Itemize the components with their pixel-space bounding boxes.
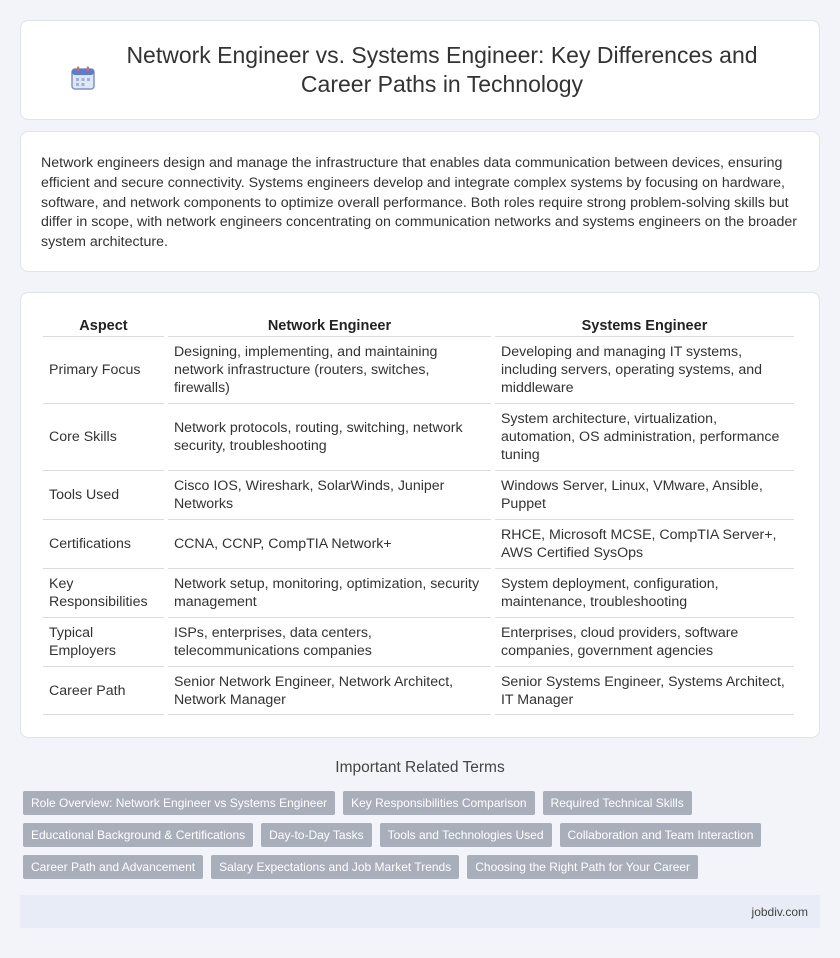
intro-card xyxy=(20,131,820,272)
comparison-card xyxy=(20,292,820,738)
related-tag[interactable]: Salary Expectations and Job Market Trends xyxy=(211,855,459,879)
aspect-cell: Certifications xyxy=(43,520,166,569)
aspect-cell: Key Responsibilities xyxy=(43,569,166,618)
systems-cell: Developing and managing IT systems, including servers, operating systems, and middleware xyxy=(493,337,796,404)
related-tag[interactable]: Career Path and Advancement xyxy=(23,855,203,879)
table-row xyxy=(43,618,796,667)
related-tag[interactable]: Day-to-Day Tasks xyxy=(261,823,371,847)
related-tag[interactable]: Key Responsibilities Comparison xyxy=(343,791,534,815)
related-terms-title: Important Related Terms xyxy=(335,759,505,776)
systems-cell: System deployment, configuration, maintenance, troubleshooting xyxy=(493,569,796,618)
table-row xyxy=(43,337,796,404)
table-row xyxy=(43,520,796,569)
header-systems-engineer: Systems Engineer xyxy=(493,315,796,337)
systems-cell: RHCE, Microsoft MCSE, CompTIA Server+, AWS Certified SysOps xyxy=(493,520,796,569)
systems-cell: Senior Systems Engineer, Systems Architect, IT Manager xyxy=(493,667,796,715)
table-row xyxy=(43,569,796,618)
table-row xyxy=(43,471,796,520)
related-tag[interactable]: Choosing the Right Path for Your Career xyxy=(467,855,698,879)
related-tag[interactable]: Required Technical Skills xyxy=(543,791,692,815)
systems-cell: System architecture, virtualization, automation, OS administration, performance tuning xyxy=(493,404,796,471)
related-tag[interactable]: Collaboration and Team Interaction xyxy=(560,823,762,847)
systems-cell: Enterprises, cloud providers, software companies, government agencies xyxy=(493,618,796,667)
network-cell: ISPs, enterprises, data centers, telecommunications companies xyxy=(166,618,493,667)
header-card xyxy=(20,20,820,120)
footer-site-link[interactable]: jobdiv.com xyxy=(751,904,808,919)
network-cell: Network protocols, routing, switching, network security, troubleshooting xyxy=(166,404,493,471)
table-row xyxy=(43,404,796,471)
calendar-icon xyxy=(70,65,96,91)
aspect-cell: Tools Used xyxy=(43,471,166,520)
table-header-row xyxy=(43,315,796,337)
network-cell: Designing, implementing, and maintaining network infrastructure (routers, switches, firewalls) xyxy=(166,337,493,404)
aspect-cell: Typical Employers xyxy=(43,618,166,667)
header-aspect: Aspect xyxy=(43,315,166,337)
comparison-table xyxy=(43,315,798,715)
network-cell: Senior Network Engineer, Network Architect, Network Manager xyxy=(166,667,493,715)
related-tags xyxy=(23,791,813,879)
footer xyxy=(20,895,820,928)
table-row xyxy=(43,667,796,715)
related-tag[interactable]: Educational Background & Certifications xyxy=(23,823,253,847)
page-title: Network Engineer vs. Systems Engineer: Key Differences and Career Paths in Technology xyxy=(126,42,758,97)
network-cell: Network setup, monitoring, optimization, security management xyxy=(166,569,493,618)
title-wrap xyxy=(70,41,770,99)
network-cell: Cisco IOS, Wireshark, SolarWinds, Juniper Networks xyxy=(166,471,493,520)
intro-text: Network engineers design and manage the infrastructure that enables data communication between devices, ensuring efficient and secure connectivity. Systems engineers develop and integrate complex systems by focusing on hardware, software, and network components to optimize overall performance. Both roles require strong problem-solving skills but differ in scope, with network engineers concentrating on communication networks and systems engineers on the broader system architecture. xyxy=(41,155,798,251)
header-network-engineer: Network Engineer xyxy=(166,315,493,337)
aspect-cell: Core Skills xyxy=(43,404,166,471)
systems-cell: Windows Server, Linux, VMware, Ansible, Puppet xyxy=(493,471,796,520)
network-cell: CCNA, CCNP, CompTIA Network+ xyxy=(166,520,493,569)
aspect-cell: Primary Focus xyxy=(43,337,166,404)
related-tag[interactable]: Role Overview: Network Engineer vs Systems Engineer xyxy=(23,791,335,815)
related-tag[interactable]: Tools and Technologies Used xyxy=(380,823,552,847)
aspect-cell: Career Path xyxy=(43,667,166,715)
